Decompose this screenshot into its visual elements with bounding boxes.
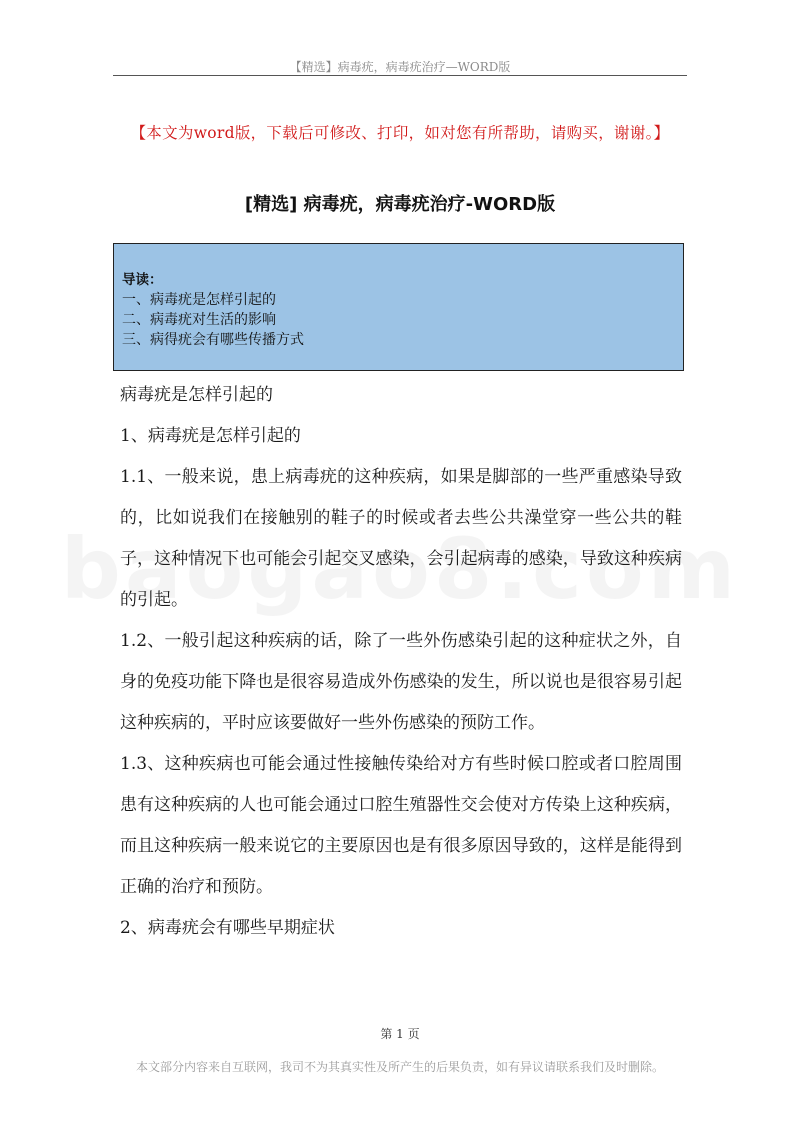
guide-heading: 导读： — [122, 272, 163, 288]
body-paragraph: 1.3、这种疾病也可能会通过性接触传染给对方有些时候口腔或者口腔周围患有这种疾病的人也可能会通过口腔生殖器性交会使对方传染上这种疾病，而且这种疾病一般来说它的主要原因也是有很多原因导致的，这样是能得到正确的治疗和预防。 — [120, 754, 682, 897]
guide-item: 二、病毒疣对生活的影响 — [122, 312, 276, 328]
page-number: 第 1 页 — [380, 1027, 420, 1041]
subsection-heading: 1、病毒疣是怎样引起的 — [120, 426, 301, 446]
guide-item: 三、病得疣会有哪些传播方式 — [122, 332, 304, 348]
footer-disclaimer: 本文部分内容来自互联网，我司不为其真实性及所产生的后果负责，如有异议请联系我们及时删除。 — [135, 1060, 664, 1074]
subsection-heading: 2、病毒疣会有哪些早期症状 — [120, 918, 335, 938]
guide-item: 一、病毒疣是怎样引起的 — [122, 292, 276, 308]
document-title: [精选] 病毒疣，病毒疣治疗-WORD版 — [244, 194, 556, 215]
body-paragraph: 1.2、一般引起这种疾病的话，除了一些外伤感染引起的这种症状之外，自身的免疫功能下降也是很容易造成外伤感染的发生，所以说也是很容易引起这种疾病的，平时应该要做好一些外伤感染的预防工作。 — [120, 631, 682, 733]
body-paragraph: 1.1、一般来说，患上病毒疣的这种疾病，如果是脚部的一些严重感染导致的，比如说我们在接触别的鞋子的时候或者去些公共澡堂穿一些公共的鞋子，这种情况下也可能会引起交叉感染，会引起病毒的感染，导致这种疾病的引起。 — [120, 467, 682, 610]
document-body — [120, 375, 682, 949]
running-header: 【精选】病毒疣，病毒疣治疗—WORD版 — [289, 60, 511, 74]
guide-box — [113, 243, 684, 371]
header-divider — [113, 75, 687, 76]
download-notice: 【本文为word版，下载后可修改、打印，如对您有所帮助，请购买，谢谢。】 — [130, 124, 670, 142]
section-heading: 病毒疣是怎样引起的 — [120, 385, 273, 405]
